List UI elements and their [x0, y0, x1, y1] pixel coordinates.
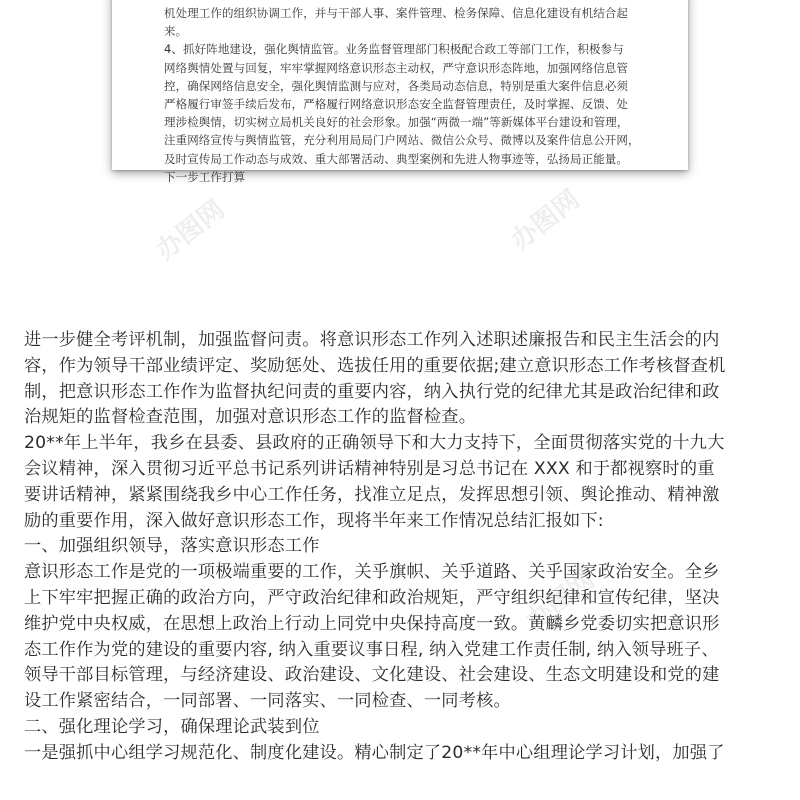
preview-line: 4、抓好阵地建设，强化舆情监管。业务监督管理部门积极配合政工等部门工作，积极参与 [164, 42, 624, 57]
preview-line: 来。 [164, 24, 188, 39]
preview-line: 网络舆情处置与回复，牢牢掌握网络意识形态主动权，严守意识形态阵地，加强网络信息管 [164, 60, 628, 75]
paragraph-line: 设工作紧密结合，一同部署、一同落实、一同检查、一同考核。 [24, 691, 511, 712]
paragraph-line: 上下牢牢把握正确的政治方向，严守政治纪律和政治规矩，严守组织纪律和宣传纪律，坚决 [24, 587, 720, 608]
paragraph-line: 会议精神，深入贯彻习近平总书记系列讲话精神特别是习总书记在 XXX 和于都视察时的重 [24, 458, 715, 479]
section-heading: 二、强化理论学习，确保理论武装到位 [24, 716, 320, 737]
preview-line: 下一步工作打算 [164, 169, 246, 184]
paragraph-line: 意识形态工作是党的一项极端重要的工作，关乎旗帜、关乎道路、关乎国家政治安全。全乡 [24, 562, 720, 583]
paragraph-line: 治规矩的监督检查范围，加强对意识形态工作的监督检查。 [24, 407, 477, 428]
paragraph-line: 容，作为领导干部业绩评定、奖励惩处、选拔任用的重要依据;建立意识形态工作考核督查机 [24, 355, 726, 376]
preview-line: 严格履行审签手续后发布，严格履行网络意识形态安全监督管理责任，及时掌握、反馈、处 [164, 97, 628, 112]
watermark: 办图网 [520, 564, 601, 637]
preview-line: 控，确保网络信息安全，强化舆情监测与应对，各类局动态信息，特别是重大案件信息必须 [164, 78, 628, 93]
preview-line: 理涉检舆情，切实树立局机关良好的社会形象。加强“两微一端”等新媒体平台建设和管理， [164, 115, 629, 130]
paragraph-line: 一是强抓中心组学习规范化、制度化建设。精心制定了20**年中心组理论学习计划，加强了 [24, 742, 725, 763]
paragraph-line: 进一步健全考评机制，加强监督问责。将意识形态工作列入述职述廉报告和民主生活会的内 [24, 330, 720, 350]
preview-line: 及时宣传局工作动态与成效、重大部署活动、典型案例和先进人物事迹等，弘扬局正能量。 [164, 151, 628, 166]
paragraph-line: 态工作作为党的建设的重要内容, 纳入重要议事日程, 纳入党建工作责任制, 纳入领导班子、 [24, 639, 719, 660]
paragraph-line: 维护党中央权威，在思想上政治上行动上同党中央保持高度一致。黄麟乡党委切实把意识形 [24, 613, 720, 634]
paragraph-line: 制，把意识形态工作作为监督执纪问责的重要内容，纳入执行党的纪律尤其是政治纪律和政 [24, 381, 720, 402]
paragraph-line: 领导干部目标管理，与经济建设、政治建设、文化建设、社会建设、生态文明建设和党的建 [24, 665, 720, 686]
paragraph-line: 励的重要作用，深入做好意识形态工作，现将半年来工作情况总结汇报如下: [24, 510, 604, 531]
document-body [24, 328, 780, 767]
watermark: 办图网 [505, 184, 586, 257]
watermark: 办图网 [150, 194, 231, 267]
paragraph-line: 要讲话精神，紧紧围绕我乡中心工作任务，找准立足点，发挥思想引领、舆论推动、精神激 [24, 484, 720, 505]
paragraph-line: 20**年上半年，我乡在县委、县政府的正确领导下和大力支持下，全面贯彻落实党的十九大 [24, 433, 725, 454]
document-preview-card [112, 0, 688, 184]
preview-line: 机处理工作的组织协调工作，并与干部人事、案件管理、检务保障、信息化建设有机结合起 [164, 6, 628, 20]
section-heading: 一、加强组织领导，落实意识形态工作 [24, 536, 320, 557]
preview-line: 注重网络宣传与舆情监管，充分利用局局门户网站、微信公众号、微博以及案件信息公开网， [164, 133, 640, 148]
